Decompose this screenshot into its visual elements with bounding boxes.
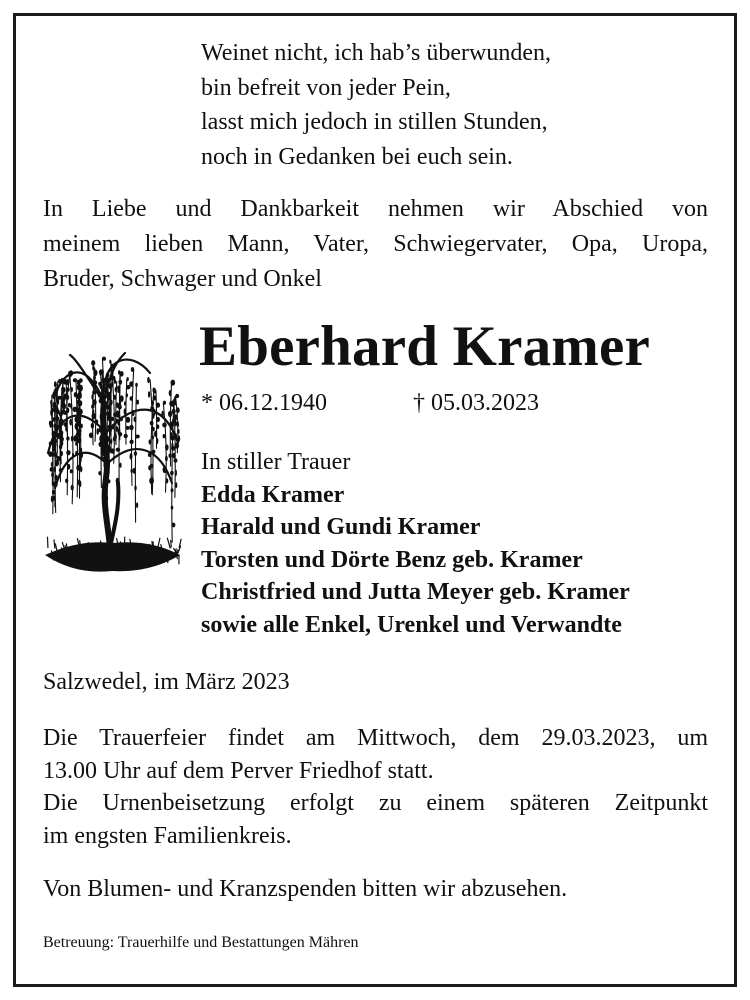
mourner-name: Christfried und Jutta Meyer geb. Kramer [201,579,630,606]
mourners-intro: In stiller Trauer [201,449,351,475]
weeping-willow-icon [40,343,185,588]
ceremony-line: im engsten Familienkreis. [43,822,292,849]
intro-text [43,192,708,297]
death-date: † 05.03.2023 [413,390,539,416]
undertaker: Betreuung: Trauerhilfe und Bestattungen Mähren [43,934,359,951]
intro-line: Bruder, Schwager und Onkel [43,266,322,292]
mourners [201,446,721,642]
poem-line: Weinet nicht, ich hab’s überwunden, [201,40,551,66]
mourner-name: Edda Kramer [201,481,345,508]
ceremony-line: Die Urnenbeisetzung erfolgt zu einem späteren Zeitpunkt [43,790,708,816]
mourner-name: sowie alle Enkel, Urenkel und Verwandte [201,611,622,638]
flowers-note: Von Blumen- und Kranzspenden bitten wir abzusehen. [43,876,568,902]
poem [201,36,721,174]
poem-line: lasst mich jedoch in stillen Stunden, [201,109,548,135]
ceremony-line: 13.00 Uhr auf dem Perver Friedhof statt. [43,757,434,784]
mourner-name: Harald und Gundi Kramer [201,514,481,541]
deceased-name: Eberhard Kramer [199,315,650,378]
intro-line: In Liebe und Dankbarkeit nehmen wir Abschied von [43,196,708,222]
poem-line: noch in Gedanken bei euch sein. [201,143,513,170]
poem-line: bin befreit von jeder Pein, [201,74,451,101]
intro-line: meinem lieben Mann, Vater, Schwiegervater, Opa, Uropa, [43,231,708,257]
ceremony-line: Die Trauerfeier findet am Mittwoch, dem 29.03.2023, um [43,725,708,751]
mourner-name: Torsten und Dörte Benz geb. Kramer [201,546,583,573]
birth-date: * 06.12.1940 [201,390,327,416]
place-date: Salzwedel, im März 2023 [43,669,290,695]
ceremony-text [43,722,708,852]
